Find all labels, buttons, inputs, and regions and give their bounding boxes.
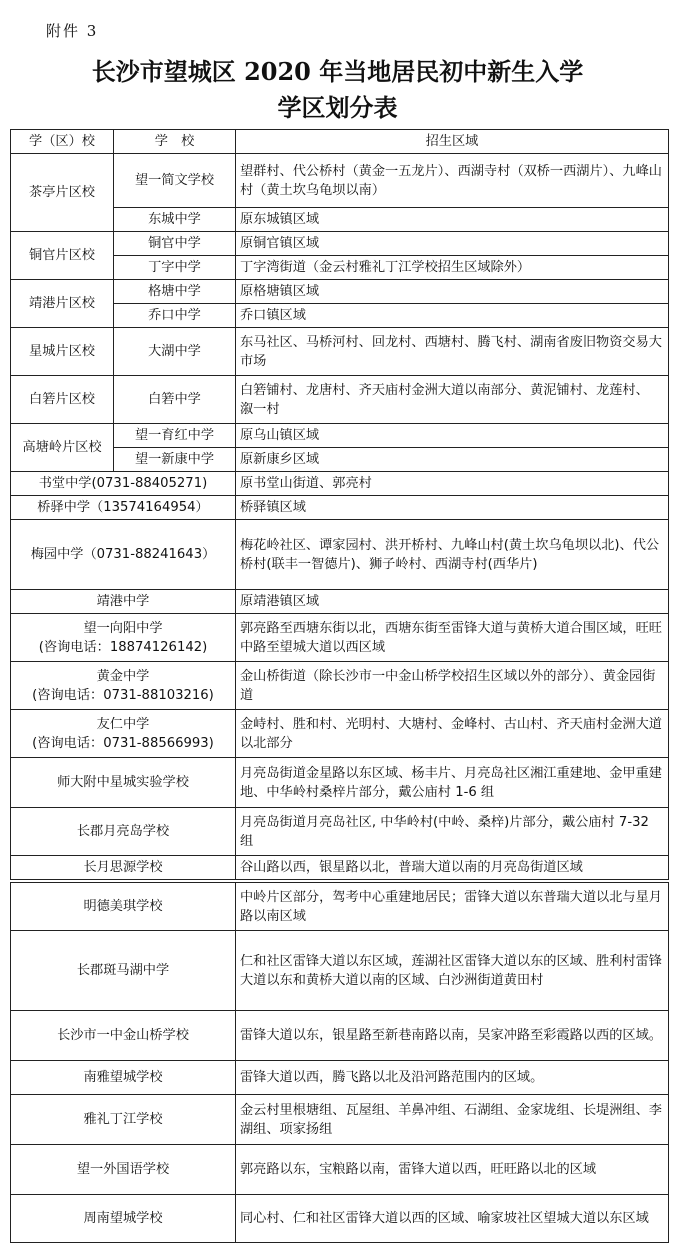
zone-cell: 原乌山镇区域 <box>236 424 669 448</box>
zone-cell: 原靖港镇区域 <box>236 590 669 614</box>
area-cell: 星城片区校 <box>11 328 114 376</box>
school-cell: 长郡斑马湖中学 <box>11 931 236 1011</box>
table-row <box>11 1095 669 1145</box>
table-header-row <box>11 130 669 154</box>
zone-cell: 郭亮路至西塘东街以北，西塘东街至雷锋大道与黄桥大道合围区域，旺旺中路至望城大道以西区域 <box>236 614 669 662</box>
school-cell: 乔口中学 <box>114 304 236 328</box>
zone-cell: 月亮岛街道金星路以东区域、杨丰片、月亮岛社区湘江重建地、金甲重建地、中华岭村桑梓片部分，戴公庙村 1-6 组 <box>236 758 669 808</box>
school-name: 望一向阳中学 <box>83 620 163 636</box>
table-row <box>11 232 669 256</box>
zone-cell: 望群村、代公桥村（黄金一五龙片）、西湖寺村（双桥一西湖片）、九峰山村（黄土坎乌龟坝以南） <box>236 154 669 208</box>
zone-cell: 白箬铺村、龙唐村、齐天庙村金洲大道以南部分、黄泥铺村、龙莲村、 溆一村 <box>236 376 669 424</box>
zone-cell: 同心村、仁和社区雷锋大道以西的区域、喻家坡社区望城大道以东区域 <box>236 1195 669 1243</box>
col-header-area: 学（区）校 <box>11 130 114 154</box>
page-title-line2: 学区划分表 <box>277 93 398 122</box>
school-cell: 望一新康中学 <box>114 448 236 472</box>
table-row <box>11 1145 669 1195</box>
district-table <box>10 129 669 1243</box>
zone-cell: 原东城镇区域 <box>236 208 669 232</box>
school-cell: 明德美琪学校 <box>11 883 236 931</box>
table-row <box>11 154 669 208</box>
school-cell: 格塘中学 <box>114 280 236 304</box>
table-row <box>11 883 669 931</box>
school-cell: 望一外国语学校 <box>11 1145 236 1195</box>
table-row <box>11 758 669 808</box>
area-cell: 茶亭片区校 <box>11 154 114 232</box>
area-cell: 铜官片区校 <box>11 232 114 280</box>
table-row <box>11 614 669 662</box>
area-cell: 白箬片区校 <box>11 376 114 424</box>
school-cell: 望一育红中学 <box>114 424 236 448</box>
zone-cell: 谷山路以西，银星路以北，普瑞大道以南的月亮岛街道区域 <box>236 856 669 880</box>
school-phone: (咨询电话：0731-88566993) <box>32 735 214 751</box>
school-cell: 丁字中学 <box>114 256 236 280</box>
school-name: 友仁中学 <box>96 716 150 732</box>
school-cell: 书堂中学(0731-88405271) <box>11 472 236 496</box>
school-cell <box>11 710 236 758</box>
zone-cell: 原格塘镇区域 <box>236 280 669 304</box>
table-row <box>11 662 669 710</box>
table-row <box>11 424 669 448</box>
zone-cell: 原新康乡区域 <box>236 448 669 472</box>
zone-cell: 原书堂山街道、郭亮村 <box>236 472 669 496</box>
zone-cell: 乔口镇区域 <box>236 304 669 328</box>
zone-cell: 仁和社区雷锋大道以东区域，莲湖社区雷锋大道以东的区域、胜利村雷锋大道以东和黄桥大道以南的区域、白沙洲街道黄田村 <box>236 931 669 1011</box>
school-cell: 雅礼丁江学校 <box>11 1095 236 1145</box>
table-row <box>11 1061 669 1095</box>
col-header-zone: 招生区域 <box>236 130 669 154</box>
school-cell: 长月思源学校 <box>11 856 236 880</box>
school-cell: 铜官中学 <box>114 232 236 256</box>
table-row <box>11 496 669 520</box>
zone-cell: 金云村里根塘组、瓦屋组、羊鼻冲组、石湖组、金家垅组、长堤洲组、李湖组、项家扬组 <box>236 1095 669 1145</box>
attachment-label: 附件 3 <box>46 22 99 40</box>
zone-cell: 中岭片区部分，驾考中心重建地居民；雷锋大道以东普瑞大道以北与星月路以南区域 <box>236 883 669 931</box>
school-cell: 靖港中学 <box>11 590 236 614</box>
school-cell: 梅园中学（0731-88241643） <box>11 520 236 590</box>
zone-cell: 郭亮路以东，宝粮路以南，雷锋大道以西，旺旺路以北的区域 <box>236 1145 669 1195</box>
school-cell <box>11 662 236 710</box>
area-cell: 高塘岭片区校 <box>11 424 114 472</box>
zone-cell: 桥驿镇区域 <box>236 496 669 520</box>
school-phone: (咨询电话：0731-88103216) <box>32 687 214 703</box>
school-phone: (咨询电话：18874126142) <box>38 639 208 655</box>
table-row <box>11 376 669 424</box>
table-row <box>11 808 669 856</box>
zone-cell: 金山桥街道（除长沙市一中金山桥学校招生区域以外的部分）、黄金园街道 <box>236 662 669 710</box>
school-cell: 望一简文学校 <box>114 154 236 208</box>
table-row <box>11 1011 669 1061</box>
school-cell: 周南望城学校 <box>11 1195 236 1243</box>
table-row <box>11 472 669 496</box>
table-row <box>11 931 669 1011</box>
table-row <box>11 520 669 590</box>
zone-cell: 原铜官镇区域 <box>236 232 669 256</box>
school-cell: 南雅望城学校 <box>11 1061 236 1095</box>
school-cell: 东城中学 <box>114 208 236 232</box>
area-cell: 靖港片区校 <box>11 280 114 328</box>
zone-cell: 月亮岛街道月亮岛社区, 中华岭村(中岭、桑梓)片部分，戴公庙村 7-32 组 <box>236 808 669 856</box>
zone-cell: 梅花岭社区、谭家园村、洪开桥村、九峰山村(黄土坎乌龟坝以北)、代公桥村(联丰一智德片)、狮子岭村、西湖寺村(西华片) <box>236 520 669 590</box>
table-row <box>11 590 669 614</box>
page-title-line1: 长沙市望城区 2020 年当地居民初中新生入学 <box>91 57 584 86</box>
table-row <box>11 280 669 304</box>
zone-cell: 雷锋大道以西，腾飞路以北及沿河路范围内的区域。 <box>236 1061 669 1095</box>
table-row <box>11 856 669 880</box>
school-cell <box>11 614 236 662</box>
school-cell: 长沙市一中金山桥学校 <box>11 1011 236 1061</box>
school-name: 黄金中学 <box>96 668 150 684</box>
table-row <box>11 710 669 758</box>
table-row <box>11 328 669 376</box>
zone-cell: 金峙村、胜和村、光明村、大塘村、金峰村、古山村、齐天庙村金洲大道以北部分 <box>236 710 669 758</box>
school-cell: 桥驿中学（13574164954） <box>11 496 236 520</box>
zone-cell: 东马社区、马桥河村、回龙村、西塘村、腾飞村、湖南省废旧物资交易大市场 <box>236 328 669 376</box>
zone-cell: 雷锋大道以东，银星路至新巷南路以南，吴家冲路至彩霞路以西的区域。 <box>236 1011 669 1061</box>
school-cell: 师大附中星城实验学校 <box>11 758 236 808</box>
col-header-school: 学 校 <box>114 130 236 154</box>
zone-cell: 丁字湾街道（金云村雅礼丁江学校招生区域除外） <box>236 256 669 280</box>
school-cell: 大湖中学 <box>114 328 236 376</box>
school-cell: 白箬中学 <box>114 376 236 424</box>
table-row <box>11 1195 669 1243</box>
school-cell: 长郡月亮岛学校 <box>11 808 236 856</box>
